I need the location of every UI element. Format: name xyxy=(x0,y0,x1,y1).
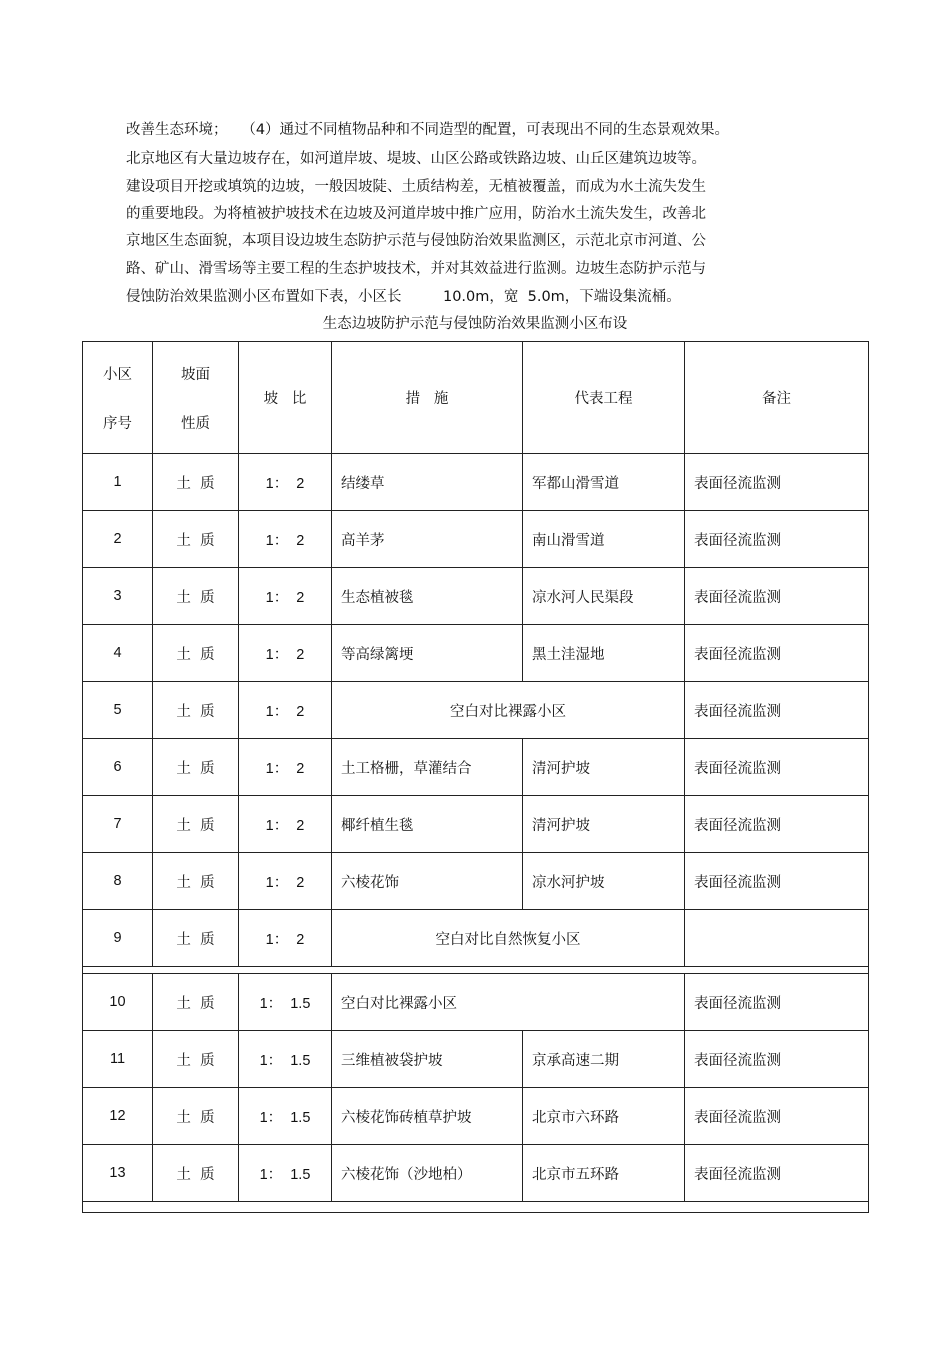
plot-number-cell: 5 xyxy=(83,682,153,739)
measure-cell: 六棱花饰砖植草护坡 xyxy=(332,1088,523,1145)
slope-type-cell: 土 质 xyxy=(153,853,239,910)
plot-number-cell: 6 xyxy=(83,739,153,796)
plot-number-cell: 13 xyxy=(83,1145,153,1202)
remark-cell: 表面径流监测 xyxy=(685,568,869,625)
paragraph-line: 路、矿山、滑雪场等主要工程的生态护坡技术，并对其效益进行监测。边坡生态防护示范与 xyxy=(126,261,706,277)
slope-ratio-cell: 1： 2 xyxy=(239,739,332,796)
merged-measure-cell: 空白对比裸露小区 xyxy=(332,682,685,739)
slope-type-cell: 土 质 xyxy=(153,1145,239,1202)
slope-ratio-cell: 1： 2 xyxy=(239,853,332,910)
slope-ratio-cell: 1： 2 xyxy=(239,511,332,568)
table-header-row xyxy=(83,342,869,454)
slope-type-cell: 土 质 xyxy=(153,454,239,511)
table-row xyxy=(83,1145,869,1202)
paragraph-line: 改善生态环境； （4）通过不同植物品种和不同造型的配置，可表现出不同的生态景观效果。 xyxy=(126,122,730,138)
project-cell: 凉水河护坡 xyxy=(523,853,685,910)
measure-cell: 生态植被毯 xyxy=(332,568,523,625)
measure-cell: 三维植被袋护坡 xyxy=(332,1031,523,1088)
table-row xyxy=(83,796,869,853)
header-measure: 措 施 xyxy=(332,342,523,454)
project-cell: 凉水河人民渠段 xyxy=(523,568,685,625)
remark-cell: 表面径流监测 xyxy=(685,625,869,682)
table-row xyxy=(83,1031,869,1088)
slope-type-cell: 土 质 xyxy=(153,1088,239,1145)
merged-measure-cell: 空白对比裸露小区 xyxy=(332,974,685,1031)
table-row xyxy=(83,511,869,568)
table-caption: 生态边坡防护示范与侵蚀防治效果监测小区布设 xyxy=(322,316,628,332)
slope-ratio-cell: 1： 1.5 xyxy=(239,1088,332,1145)
slope-type-cell: 土 质 xyxy=(153,682,239,739)
remark-cell: 表面径流监测 xyxy=(685,1031,869,1088)
table-row xyxy=(83,568,869,625)
remark-cell: 表面径流监测 xyxy=(685,511,869,568)
header-plot-no-bottom: 序号 xyxy=(103,415,132,432)
plot-number-cell: 3 xyxy=(83,568,153,625)
slope-type-cell: 土 质 xyxy=(153,796,239,853)
header-ratio: 坡 比 xyxy=(239,342,332,454)
remark-cell: 表面径流监测 xyxy=(685,796,869,853)
header-plot-no xyxy=(83,342,153,454)
table-row xyxy=(83,974,869,1031)
measure-cell: 高羊茅 xyxy=(332,511,523,568)
project-cell: 清河护坡 xyxy=(523,739,685,796)
table-separator-row xyxy=(83,967,869,974)
remark-cell: 表面径流监测 xyxy=(685,739,869,796)
plot-number-cell: 11 xyxy=(83,1031,153,1088)
paragraph-line: 的重要地段。为将植被护坡技术在边坡及河道岸坡中推广应用，防治水土流失发生，改善北 xyxy=(126,206,706,222)
slope-type-cell: 土 质 xyxy=(153,974,239,1031)
remark-cell: 表面径流监测 xyxy=(685,853,869,910)
paragraph-line: 侵蚀防治效果监测小区布置如下表，小区长 10.0m，宽 5.0m，下端设集流桶。 xyxy=(126,289,681,305)
slope-ratio-cell: 1： 1.5 xyxy=(239,974,332,1031)
plot-number-cell: 8 xyxy=(83,853,153,910)
header-project: 代表工程 xyxy=(523,342,685,454)
project-cell: 清河护坡 xyxy=(523,796,685,853)
plot-number-cell: 7 xyxy=(83,796,153,853)
project-cell: 黑土洼湿地 xyxy=(523,625,685,682)
remark-cell: 表面径流监测 xyxy=(685,454,869,511)
plot-number-cell: 9 xyxy=(83,910,153,967)
header-slope-type-top: 坡面 xyxy=(181,366,210,383)
slope-ratio-cell: 1： 2 xyxy=(239,625,332,682)
remark-cell: 表面径流监测 xyxy=(685,974,869,1031)
merged-measure-cell: 空白对比自然恢复小区 xyxy=(332,910,685,967)
slope-ratio-cell: 1： 2 xyxy=(239,910,332,967)
plot-number-cell: 12 xyxy=(83,1088,153,1145)
table-row xyxy=(83,625,869,682)
slope-ratio-cell: 1： 2 xyxy=(239,682,332,739)
slope-type-cell: 土 质 xyxy=(153,568,239,625)
project-cell: 北京市六环路 xyxy=(523,1088,685,1145)
remark-cell xyxy=(685,910,869,967)
table-row xyxy=(83,739,869,796)
slope-ratio-cell: 1： 2 xyxy=(239,454,332,511)
slope-type-cell: 土 质 xyxy=(153,910,239,967)
slope-ratio-cell: 1： 2 xyxy=(239,796,332,853)
measure-cell: 六棱花饰（沙地柏） xyxy=(332,1145,523,1202)
slope-type-cell: 土 质 xyxy=(153,625,239,682)
project-cell: 南山滑雪道 xyxy=(523,511,685,568)
table-row xyxy=(83,853,869,910)
header-slope-type xyxy=(153,342,239,454)
paragraph-line: 北京地区有大量边坡存在，如河道岸坡、堤坡、山区公路或铁路边坡、山丘区建筑边坡等。 xyxy=(126,151,706,167)
paragraph-line: 建设项目开挖或填筑的边坡，一般因坡陡、土质结构差，无植被覆盖，而成为水土流失发生 xyxy=(126,179,706,195)
slope-ratio-cell: 1： 2 xyxy=(239,568,332,625)
slope-type-cell: 土 质 xyxy=(153,1031,239,1088)
remark-cell: 表面径流监测 xyxy=(685,1088,869,1145)
table-row xyxy=(83,454,869,511)
plot-number-cell: 1 xyxy=(83,454,153,511)
table-row xyxy=(83,682,869,739)
measure-cell: 等高绿篱埂 xyxy=(332,625,523,682)
plot-number-cell: 4 xyxy=(83,625,153,682)
table-end-row xyxy=(83,1202,869,1213)
header-plot-no-top: 小区 xyxy=(103,366,132,383)
project-cell: 北京市五环路 xyxy=(523,1145,685,1202)
header-remark: 备注 xyxy=(685,342,869,454)
remark-cell: 表面径流监测 xyxy=(685,682,869,739)
slope-type-cell: 土 质 xyxy=(153,511,239,568)
paragraph-line: 京地区生态面貌，本项目设边坡生态防护示范与侵蚀防治效果监测区，示范北京市河道、公 xyxy=(126,233,706,249)
remark-cell: 表面径流监测 xyxy=(685,1145,869,1202)
project-cell: 军都山滑雪道 xyxy=(523,454,685,511)
measure-cell: 土工格栅，草灌结合 xyxy=(332,739,523,796)
measure-cell: 六棱花饰 xyxy=(332,853,523,910)
slope-ratio-cell: 1： 1.5 xyxy=(239,1031,332,1088)
header-slope-type-bottom: 性质 xyxy=(181,415,210,432)
table-row xyxy=(83,1088,869,1145)
measure-cell: 椰纤植生毯 xyxy=(332,796,523,853)
measure-cell: 结缕草 xyxy=(332,454,523,511)
monitoring-plot-table xyxy=(82,341,869,1213)
slope-ratio-cell: 1： 1.5 xyxy=(239,1145,332,1202)
plot-number-cell: 10 xyxy=(83,974,153,1031)
slope-type-cell: 土 质 xyxy=(153,739,239,796)
plot-number-cell: 2 xyxy=(83,511,153,568)
table-row xyxy=(83,910,869,967)
project-cell: 京承高速二期 xyxy=(523,1031,685,1088)
